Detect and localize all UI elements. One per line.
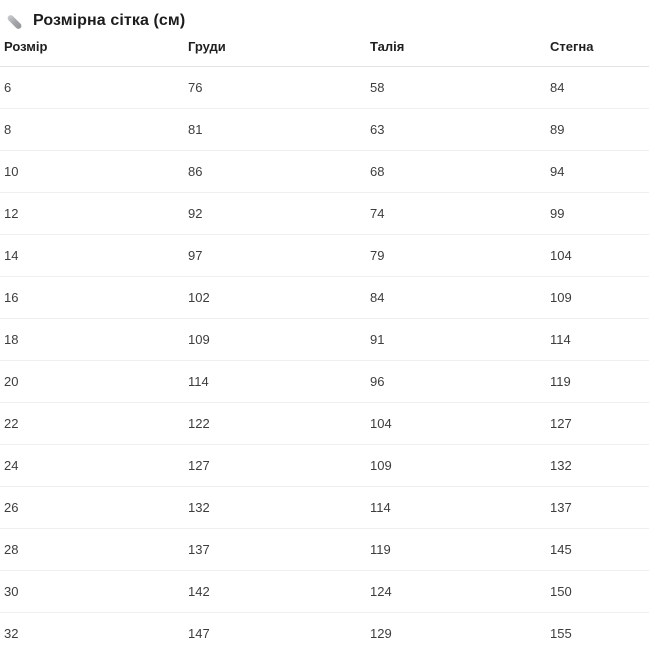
- waist-cell: 68: [366, 151, 546, 193]
- pencil-icon: [5, 12, 24, 31]
- waist-cell: 63: [366, 109, 546, 151]
- hips-cell: 132: [546, 445, 649, 487]
- column-header-hips: Стегна: [546, 37, 649, 67]
- size-cell: 14: [0, 235, 184, 277]
- waist-cell: 124: [366, 571, 546, 613]
- waist-cell: 96: [366, 361, 546, 403]
- size-cell: 16: [0, 277, 184, 319]
- size-cell: 8: [0, 109, 184, 151]
- table-row: [0, 487, 649, 529]
- chest-cell: 137: [184, 529, 366, 571]
- hips-cell: 137: [546, 487, 649, 529]
- column-header-chest: Груди: [184, 37, 366, 67]
- hips-cell: 89: [546, 109, 649, 151]
- table-row: [0, 277, 649, 319]
- hips-cell: 155: [546, 613, 649, 650]
- waist-cell: 91: [366, 319, 546, 361]
- column-header-size: Розмір: [0, 37, 184, 67]
- chest-cell: 92: [184, 193, 366, 235]
- chest-cell: 76: [184, 67, 366, 109]
- chest-cell: 142: [184, 571, 366, 613]
- header-row: [0, 37, 649, 67]
- size-cell: 24: [0, 445, 184, 487]
- table-row: [0, 67, 649, 109]
- waist-cell: 79: [366, 235, 546, 277]
- table-row: [0, 319, 649, 361]
- hips-cell: 109: [546, 277, 649, 319]
- waist-cell: 58: [366, 67, 546, 109]
- hips-cell: 99: [546, 193, 649, 235]
- table-row: [0, 361, 649, 403]
- size-cell: 12: [0, 193, 184, 235]
- hips-cell: 104: [546, 235, 649, 277]
- table-row: [0, 613, 649, 650]
- column-header-waist: Талія: [366, 37, 546, 67]
- table-row: [0, 571, 649, 613]
- hips-cell: 119: [546, 361, 649, 403]
- size-cell: 6: [0, 67, 184, 109]
- size-cell: 18: [0, 319, 184, 361]
- hips-cell: 127: [546, 403, 649, 445]
- chest-cell: 114: [184, 361, 366, 403]
- waist-cell: 104: [366, 403, 546, 445]
- size-table-body: [0, 67, 649, 650]
- size-cell: 10: [0, 151, 184, 193]
- chest-cell: 132: [184, 487, 366, 529]
- size-chart-title: Розмірна сітка (см): [33, 12, 186, 29]
- chest-cell: 102: [184, 277, 366, 319]
- hips-cell: 114: [546, 319, 649, 361]
- chest-cell: 127: [184, 445, 366, 487]
- waist-cell: 129: [366, 613, 546, 650]
- size-table-head: [0, 37, 649, 67]
- waist-cell: 119: [366, 529, 546, 571]
- table-row: [0, 151, 649, 193]
- size-cell: 20: [0, 361, 184, 403]
- table-row: [0, 193, 649, 235]
- hips-cell: 84: [546, 67, 649, 109]
- chest-cell: 122: [184, 403, 366, 445]
- table-row: [0, 235, 649, 277]
- size-chart-header: [0, 0, 649, 33]
- table-row: [0, 529, 649, 571]
- size-cell: 26: [0, 487, 184, 529]
- chest-cell: 97: [184, 235, 366, 277]
- table-row: [0, 109, 649, 151]
- size-cell: 22: [0, 403, 184, 445]
- size-cell: 30: [0, 571, 184, 613]
- waist-cell: 109: [366, 445, 546, 487]
- hips-cell: 94: [546, 151, 649, 193]
- waist-cell: 74: [366, 193, 546, 235]
- waist-cell: 84: [366, 277, 546, 319]
- size-table: [0, 37, 649, 650]
- chest-cell: 109: [184, 319, 366, 361]
- chest-cell: 86: [184, 151, 366, 193]
- waist-cell: 114: [366, 487, 546, 529]
- chest-cell: 81: [184, 109, 366, 151]
- size-cell: 32: [0, 613, 184, 650]
- table-row: [0, 445, 649, 487]
- hips-cell: 150: [546, 571, 649, 613]
- chest-cell: 147: [184, 613, 366, 650]
- size-cell: 28: [0, 529, 184, 571]
- hips-cell: 145: [546, 529, 649, 571]
- table-row: [0, 403, 649, 445]
